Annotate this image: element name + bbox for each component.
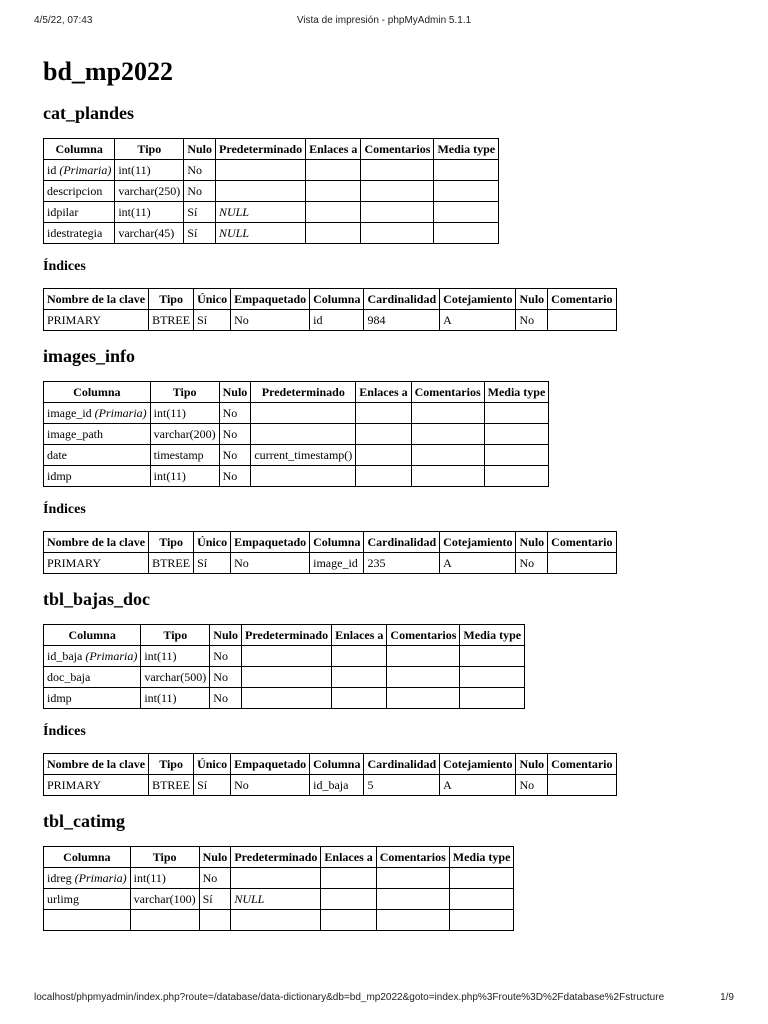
column-comments-cell: [411, 466, 484, 487]
column-header: Comentarios: [387, 625, 460, 646]
index-collation-cell: A: [440, 775, 516, 796]
column-header: Comentarios: [361, 139, 434, 160]
column-null-cell: No: [199, 868, 231, 889]
column-comments-cell: [411, 403, 484, 424]
index-header: Cardinalidad: [364, 532, 440, 553]
column-default-cell: [251, 466, 356, 487]
indexes-header-row: [44, 532, 617, 553]
column-type-cell: int(11): [141, 646, 210, 667]
index-key-cell: PRIMARY: [44, 310, 149, 331]
index-header: Columna: [310, 754, 364, 775]
column-default-cell: [241, 646, 331, 667]
column-header: Columna: [44, 847, 131, 868]
column-null-cell: [199, 910, 231, 931]
column-null-cell: Sí: [184, 202, 216, 223]
index-cardinality-cell: 984: [364, 310, 440, 331]
column-links-cell: [321, 889, 376, 910]
table-row: [44, 223, 499, 244]
index-unique-cell: Sí: [194, 310, 231, 331]
print-title: Vista de impresión - phpMyAdmin 5.1.1: [296, 15, 472, 26]
columns-table: [43, 846, 514, 931]
tables-container: [43, 102, 743, 931]
table-section: [43, 810, 743, 931]
index-null-cell: No: [516, 553, 548, 574]
column-name: id_baja: [47, 649, 83, 663]
column-comments-cell: [387, 667, 460, 688]
column-null-cell: No: [219, 466, 251, 487]
column-name: descripcion: [47, 184, 103, 198]
column-name-cell: [44, 667, 141, 688]
column-default-cell: NULL: [231, 889, 321, 910]
column-comments-cell: [411, 424, 484, 445]
index-header: Único: [194, 532, 231, 553]
index-header: Tipo: [149, 754, 194, 775]
column-null-cell: No: [210, 667, 242, 688]
column-name: idmp: [47, 691, 72, 705]
column-media-type-cell: [484, 403, 549, 424]
column-header: Comentarios: [376, 847, 449, 868]
column-name: idmp: [47, 469, 72, 483]
index-packed-cell: No: [231, 553, 310, 574]
index-type-cell: BTREE: [149, 553, 194, 574]
column-links-cell: [306, 181, 361, 202]
column-header: Enlaces a: [306, 139, 361, 160]
index-column-cell: image_id: [310, 553, 364, 574]
index-unique-cell: Sí: [194, 775, 231, 796]
column-name-cell: [44, 223, 115, 244]
index-unique-cell: Sí: [194, 553, 231, 574]
index-null-cell: No: [516, 310, 548, 331]
column-type-cell: int(11): [150, 403, 219, 424]
index-comment-cell: [548, 553, 616, 574]
print-page-number: 1/9: [720, 992, 734, 1003]
column-default-cell: current_timestamp(): [251, 445, 356, 466]
table-name-heading: tbl_bajas_doc: [43, 589, 151, 609]
column-media-type-cell: [484, 466, 549, 487]
index-header: Empaquetado: [231, 754, 310, 775]
column-null-cell: No: [210, 688, 242, 709]
column-name: image_path: [47, 427, 103, 441]
column-default-cell: NULL: [216, 223, 306, 244]
index-header: Cotejamiento: [440, 532, 516, 553]
column-type-cell: int(11): [115, 202, 184, 223]
column-comments-cell: [361, 181, 434, 202]
table-row: [44, 160, 499, 181]
column-media-type-cell: [434, 160, 499, 181]
index-collation-cell: A: [440, 553, 516, 574]
column-null-cell: No: [219, 403, 251, 424]
print-header: [34, 15, 734, 29]
index-header: Columna: [310, 532, 364, 553]
column-media-type-cell: [460, 667, 525, 688]
index-header: Cotejamiento: [440, 754, 516, 775]
column-null-cell: No: [184, 160, 216, 181]
table-row: [44, 445, 549, 466]
column-name: date: [47, 448, 67, 462]
index-header: Empaquetado: [231, 532, 310, 553]
table-row: [44, 889, 514, 910]
table-row: [44, 667, 525, 688]
table-row: [44, 424, 549, 445]
index-header: Comentario: [548, 754, 616, 775]
index-column-cell: id: [310, 310, 364, 331]
index-header: Nombre de la clave: [44, 754, 149, 775]
column-header: Media type: [434, 139, 499, 160]
column-name: idreg: [47, 871, 72, 885]
column-header: Tipo: [130, 847, 199, 868]
column-links-cell: [356, 445, 411, 466]
index-header: Cardinalidad: [364, 289, 440, 310]
print-footer: [34, 992, 734, 1006]
column-header: Predeterminado: [231, 847, 321, 868]
table-name-heading: images_info: [43, 346, 135, 366]
columns-header-row: [44, 625, 525, 646]
index-header: Nombre de la clave: [44, 289, 149, 310]
index-header: Comentario: [548, 289, 616, 310]
index-collation-cell: A: [440, 310, 516, 331]
column-media-type-cell: [449, 910, 514, 931]
columns-header-row: [44, 382, 549, 403]
columns-table: [43, 138, 499, 244]
column-name: urlimg: [47, 892, 79, 906]
indexes-header-row: [44, 289, 617, 310]
column-comments-cell: [361, 160, 434, 181]
column-media-type-cell: [434, 202, 499, 223]
column-default-cell: NULL: [216, 202, 306, 223]
column-header: Predeterminado: [216, 139, 306, 160]
index-comment-cell: [548, 310, 616, 331]
column-name-cell: [44, 646, 141, 667]
table-row: [44, 688, 525, 709]
index-cardinality-cell: 5: [364, 775, 440, 796]
index-header: Cotejamiento: [440, 289, 516, 310]
index-header: Único: [194, 289, 231, 310]
indexes-heading: Índices: [43, 502, 86, 517]
database-title: bd_mp2022: [43, 57, 174, 86]
column-null-cell: No: [184, 181, 216, 202]
columns-table: [43, 624, 525, 709]
index-type-cell: BTREE: [149, 310, 194, 331]
column-header: Nulo: [219, 382, 251, 403]
table-row: [44, 553, 617, 574]
column-name-cell: [44, 445, 151, 466]
table-row: [44, 403, 549, 424]
column-type-cell: varchar(45): [115, 223, 184, 244]
table-row: [44, 181, 499, 202]
column-links-cell: [332, 688, 387, 709]
column-header: Predeterminado: [241, 625, 331, 646]
column-name: doc_baja: [47, 670, 91, 684]
column-name-cell: [44, 160, 115, 181]
indexes-heading: Índices: [43, 259, 86, 274]
column-default-cell: [231, 910, 321, 931]
primary-marker: (Primaria): [74, 871, 127, 885]
column-media-type-cell: [434, 181, 499, 202]
column-name-cell: [44, 424, 151, 445]
column-links-cell: [356, 466, 411, 487]
column-null-cell: No: [210, 646, 242, 667]
column-links-cell: [332, 667, 387, 688]
table-row: [44, 202, 499, 223]
column-media-type-cell: [434, 223, 499, 244]
column-default-cell: [251, 403, 356, 424]
column-media-type-cell: [449, 889, 514, 910]
table-name-heading: tbl_catimg: [43, 811, 125, 831]
column-type-cell: timestamp: [150, 445, 219, 466]
column-links-cell: [306, 160, 361, 181]
column-comments-cell: [376, 868, 449, 889]
column-type-cell: varchar(100): [130, 889, 199, 910]
column-type-cell: varchar(250): [115, 181, 184, 202]
column-header: Tipo: [141, 625, 210, 646]
column-name-cell: [44, 688, 141, 709]
indexes-heading: Índices: [43, 724, 86, 739]
column-header: Columna: [44, 625, 141, 646]
column-header: Media type: [484, 382, 549, 403]
column-type-cell: int(11): [130, 868, 199, 889]
data-dictionary: [43, 56, 743, 984]
column-type-cell: varchar(200): [150, 424, 219, 445]
indexes-table: [43, 531, 617, 574]
primary-marker: (Primaria): [85, 649, 138, 663]
index-key-cell: PRIMARY: [44, 553, 149, 574]
column-media-type-cell: [484, 424, 549, 445]
column-links-cell: [321, 910, 376, 931]
column-name-cell: [44, 202, 115, 223]
table-row: [44, 775, 617, 796]
table-name-heading: cat_plandes: [43, 103, 135, 123]
column-header: Enlaces a: [332, 625, 387, 646]
column-type-cell: varchar(500): [141, 667, 210, 688]
column-media-type-cell: [449, 868, 514, 889]
column-media-type-cell: [484, 445, 549, 466]
column-null-cell: No: [219, 424, 251, 445]
column-header: Enlaces a: [356, 382, 411, 403]
columns-table: [43, 381, 549, 487]
column-type-cell: int(11): [115, 160, 184, 181]
column-header: Media type: [460, 625, 525, 646]
column-header: Tipo: [150, 382, 219, 403]
table-row: [44, 310, 617, 331]
column-links-cell: [306, 202, 361, 223]
index-header: Tipo: [149, 289, 194, 310]
table-row: [44, 910, 514, 931]
column-header: Columna: [44, 382, 151, 403]
columns-header-row: [44, 847, 514, 868]
column-name-cell: [44, 910, 131, 931]
column-name: id: [47, 163, 57, 177]
primary-marker: (Primaria): [59, 163, 112, 177]
column-null-cell: Sí: [199, 889, 231, 910]
column-header: Media type: [449, 847, 514, 868]
column-links-cell: [356, 403, 411, 424]
column-header: Nulo: [184, 139, 216, 160]
column-default-cell: [216, 181, 306, 202]
column-comments-cell: [376, 889, 449, 910]
column-links-cell: [356, 424, 411, 445]
column-default-cell: [241, 667, 331, 688]
column-name-cell: [44, 868, 131, 889]
column-null-cell: Sí: [184, 223, 216, 244]
column-header: Nulo: [210, 625, 242, 646]
column-header: Predeterminado: [251, 382, 356, 403]
print-datetime: 4/5/22, 07:43: [34, 15, 93, 26]
index-header: Nulo: [516, 289, 548, 310]
index-type-cell: BTREE: [149, 775, 194, 796]
column-comments-cell: [387, 688, 460, 709]
table-section: [43, 345, 743, 574]
column-comments-cell: [387, 646, 460, 667]
column-name: image_id: [47, 406, 92, 420]
index-header: Empaquetado: [231, 289, 310, 310]
index-cardinality-cell: 235: [364, 553, 440, 574]
index-key-cell: PRIMARY: [44, 775, 149, 796]
column-comments-cell: [376, 910, 449, 931]
columns-header-row: [44, 139, 499, 160]
column-comments-cell: [361, 223, 434, 244]
index-header: Cardinalidad: [364, 754, 440, 775]
column-default-cell: [251, 424, 356, 445]
column-links-cell: [332, 646, 387, 667]
column-null-cell: No: [219, 445, 251, 466]
table-row: [44, 466, 549, 487]
index-header: Nulo: [516, 532, 548, 553]
table-row: [44, 646, 525, 667]
column-comments-cell: [361, 202, 434, 223]
column-type-cell: [130, 910, 199, 931]
column-type-cell: int(11): [141, 688, 210, 709]
indexes-table: [43, 288, 617, 331]
index-comment-cell: [548, 775, 616, 796]
column-header: Comentarios: [411, 382, 484, 403]
column-name-cell: [44, 181, 115, 202]
index-header: Columna: [310, 289, 364, 310]
table-section: [43, 102, 743, 331]
index-header: Comentario: [548, 532, 616, 553]
index-header: Tipo: [149, 532, 194, 553]
index-packed-cell: No: [231, 310, 310, 331]
index-header: Nombre de la clave: [44, 532, 149, 553]
column-default-cell: [241, 688, 331, 709]
column-type-cell: int(11): [150, 466, 219, 487]
column-name: idestrategia: [47, 226, 103, 240]
column-name-cell: [44, 466, 151, 487]
column-header: Enlaces a: [321, 847, 376, 868]
index-null-cell: No: [516, 775, 548, 796]
index-header: Nulo: [516, 754, 548, 775]
column-name-cell: [44, 403, 151, 424]
column-default-cell: [216, 160, 306, 181]
table-section: [43, 588, 743, 796]
primary-marker: (Primaria): [94, 406, 147, 420]
column-name-cell: [44, 889, 131, 910]
column-comments-cell: [411, 445, 484, 466]
column-links-cell: [321, 868, 376, 889]
table-row: [44, 868, 514, 889]
column-header: Tipo: [115, 139, 184, 160]
column-header: Columna: [44, 139, 115, 160]
column-links-cell: [306, 223, 361, 244]
index-column-cell: id_baja: [310, 775, 364, 796]
indexes-header-row: [44, 754, 617, 775]
index-header: Único: [194, 754, 231, 775]
print-url: localhost/phpmyadmin/index.php?route=/database/data-dictionary&db=bd_mp2022&goto=index.php%3Froute%3D%2Fdatabase%2Fstructure: [34, 992, 665, 1003]
column-default-cell: [231, 868, 321, 889]
column-header: Nulo: [199, 847, 231, 868]
indexes-table: [43, 753, 617, 796]
column-name: idpilar: [47, 205, 79, 219]
index-packed-cell: No: [231, 775, 310, 796]
column-media-type-cell: [460, 688, 525, 709]
column-media-type-cell: [460, 646, 525, 667]
